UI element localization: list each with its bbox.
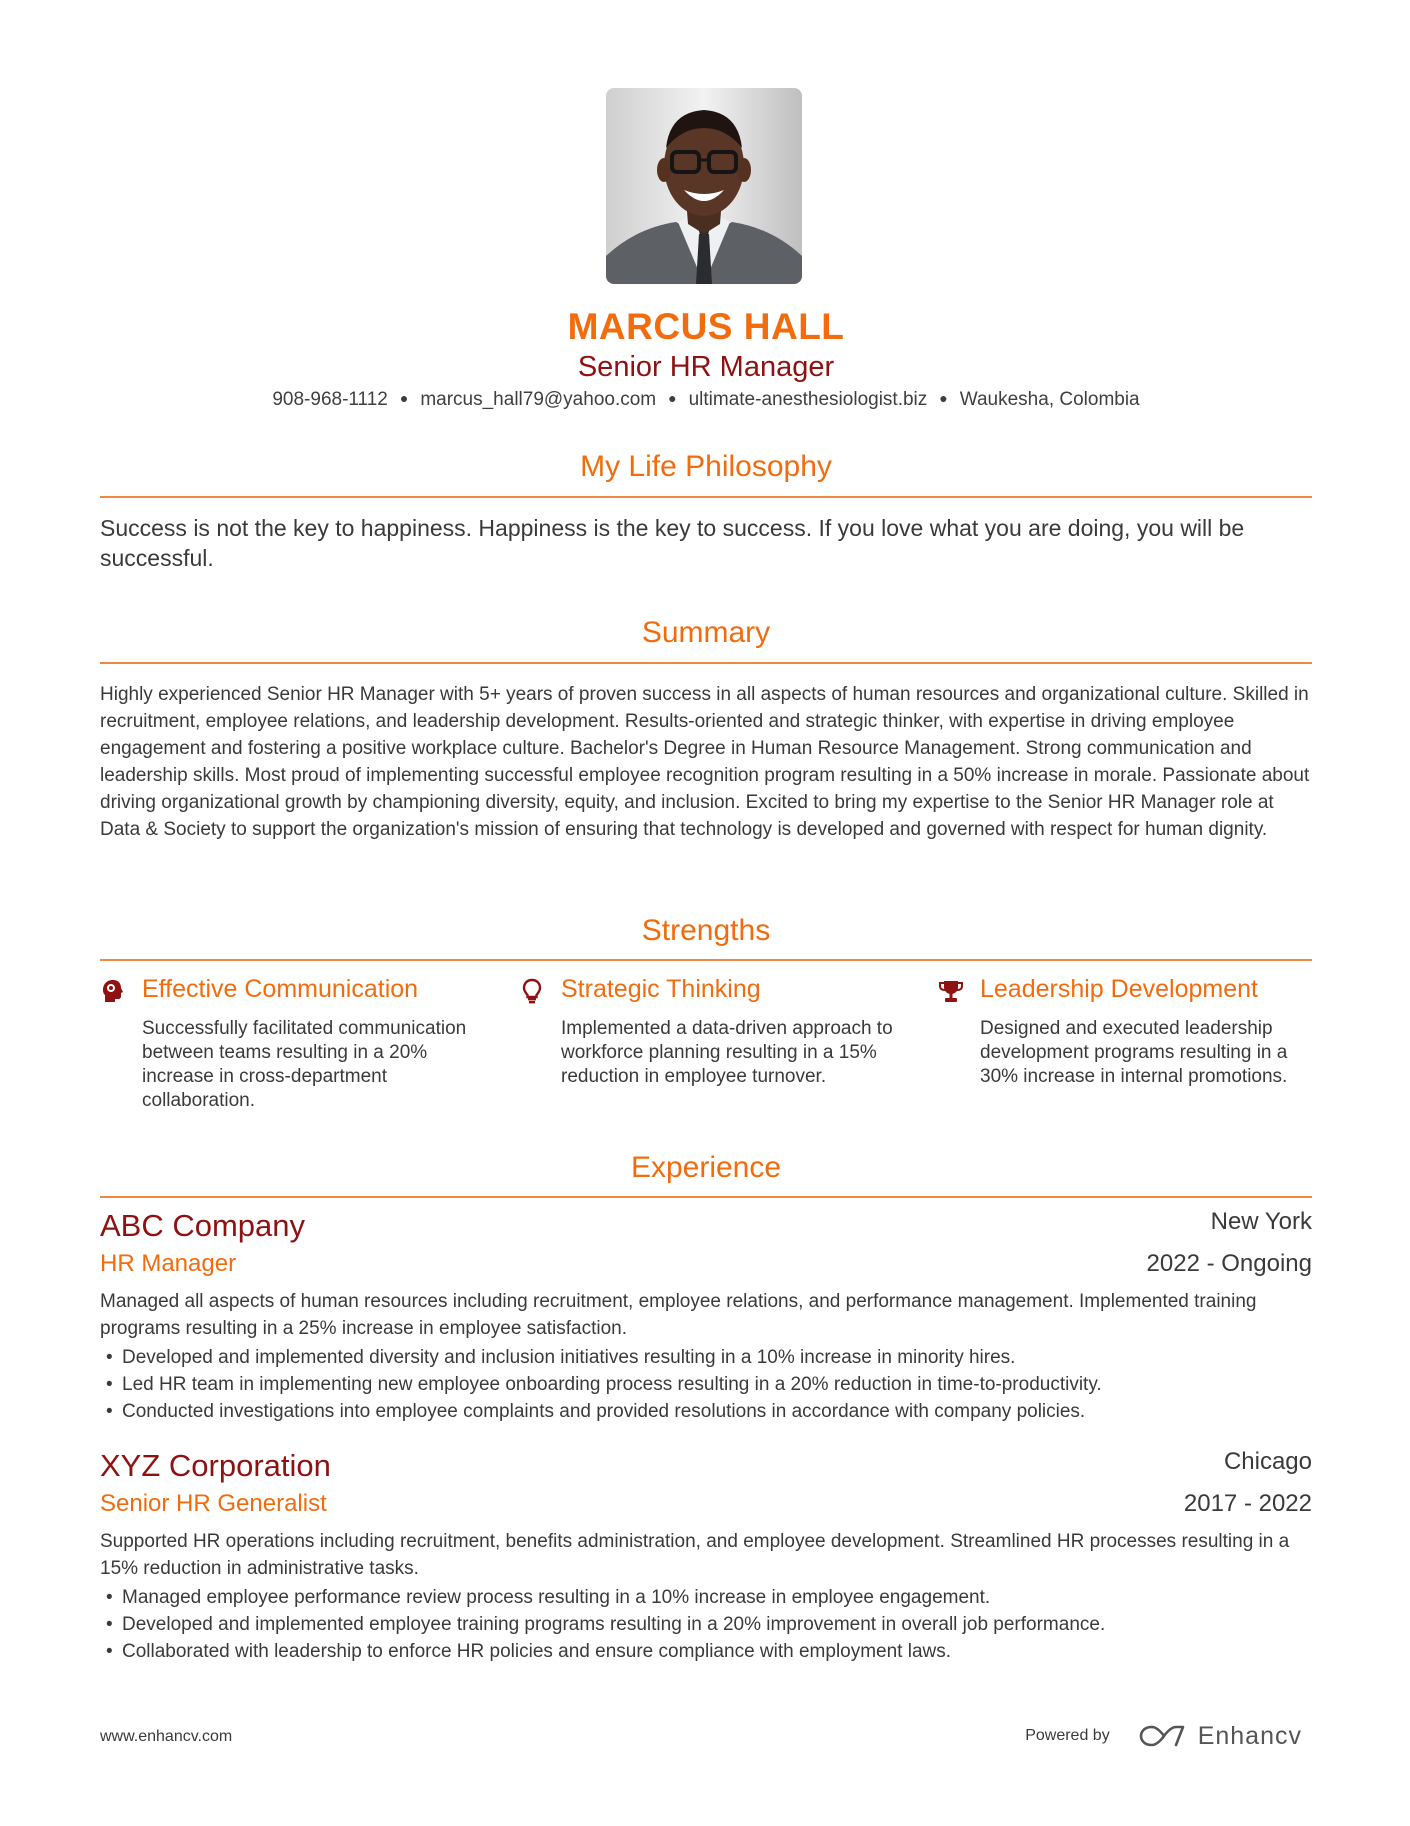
powered-by-label: Powered by (1025, 1727, 1110, 1744)
list-item: • Developed and implemented diversity and inclusion initiatives resulting in a 10% increase in minority hires. (100, 1344, 1312, 1371)
company-name: XYZ Corporation (100, 1448, 331, 1483)
strength-title: Strategic Thinking (561, 975, 761, 1003)
job-period: 2017 - 2022 (1183, 1490, 1312, 1517)
head-icon (100, 978, 126, 1004)
summary-text: Highly experienced Senior HR Manager with 5+ years of proven success in all aspects of human resources and organizational culture. Skilled in recruitment, employee relations, and leadership development. Results-oriented and strategic thinker, with expertise in driving employee engagement and fostering a positive workplace culture. Bachelor's Degree in Human Resource Management. Strong communication and leadership skills. Most proud of implementing successful employee recognition program resulting in a 50% increase in morale. Passionate about driving organizational growth by championing diversity, equity, and inclusion. Excited to bring my expertise to the Senior HR Manager role at Data & Society to support the organization's mission of ensuring that technology is developed and governed with respect for human dignity. (100, 684, 1310, 840)
contact-phone[interactable]: 908-968-1112 (272, 389, 388, 410)
list-item: • Conducted investigations into employee complaints and provided resolutions in accordance with company policies. (100, 1398, 1312, 1425)
section-divider (100, 496, 1312, 498)
section-divider (100, 1196, 1312, 1198)
separator-dot: ● (939, 390, 948, 406)
job-description: Managed all aspects of human resources including recruitment, employee relations, and performance management. Implemented training programs resulting in a 25% increase in employee satisfaction. (100, 1291, 1257, 1339)
section-divider (100, 662, 1312, 664)
list-item: • Managed employee performance review process resulting in a 10% increase in employee engagement. (100, 1584, 1312, 1611)
list-item: • Collaborated with leadership to enforce HR policies and ensure compliance with employment laws. (100, 1638, 1312, 1665)
job-role: HR Manager (100, 1250, 237, 1277)
list-item: • Led HR team in implementing new employee onboarding process resulting in a 20% reduction in time-to-productivity. (100, 1371, 1312, 1398)
experience-heading: Experience (630, 1151, 782, 1184)
candidate-title: Senior HR Manager (577, 351, 835, 383)
enhancv-logo-icon (1138, 1723, 1186, 1749)
company-name: ABC Company (100, 1208, 306, 1243)
summary-heading: Summary (641, 616, 771, 649)
job-location: Chicago (1223, 1448, 1312, 1475)
job-role: Senior HR Generalist (100, 1490, 327, 1517)
candidate-name: MARCUS HALL (567, 306, 845, 347)
separator-dot: ● (668, 390, 677, 406)
job-bullets (100, 1584, 1312, 1665)
footer-branding (1025, 1718, 1302, 1754)
job-location: New York (1210, 1208, 1312, 1235)
section-divider (100, 959, 1312, 961)
job-period: 2022 - Ongoing (1146, 1250, 1312, 1277)
enhancv-brand-name[interactable]: Enhancv (1197, 1721, 1302, 1750)
strength-description: Successfully facilitated communication between teams resulting in a 20% increase in cross-department collaboration. (142, 1018, 467, 1111)
contact-location: Waukesha, Colombia (959, 389, 1140, 410)
job-description: Supported HR operations including recruitment, benefits administration, and employee development. Streamlined HR processes resulting in a 15% reduction in administrative tasks. (100, 1531, 1290, 1579)
trophy-icon (938, 978, 964, 1004)
profile-photo (606, 88, 802, 284)
resume-page (100, 0, 1312, 1826)
philosophy-text: Success is not the key to happiness. Happiness is the key to success. If you love what you are doing, you will be successful. (100, 515, 1245, 571)
contact-website[interactable]: ultimate-anesthesiologist.biz (688, 389, 928, 410)
contact-email[interactable]: marcus_hall79@yahoo.com (420, 389, 657, 410)
footer-website[interactable]: www.enhancv.com (100, 1728, 233, 1745)
list-item: • Developed and implemented employee training programs resulting in a 20% improvement in overall job performance. (100, 1611, 1312, 1638)
job-bullets (100, 1344, 1312, 1425)
strength-title: Leadership Development (980, 975, 1258, 1003)
lightbulb-icon (519, 978, 545, 1004)
strength-description: Designed and executed leadership development programs resulting in a 30% increase in internal promotions. (980, 1018, 1288, 1087)
strengths-heading: Strengths (641, 914, 771, 947)
contact-line (100, 389, 1312, 411)
strength-title: Effective Communication (142, 975, 419, 1003)
avatar (606, 88, 802, 284)
separator-dot: ● (399, 390, 409, 406)
strength-description: Implemented a data-driven approach to workforce planning resulting in a 15% reduction in employee turnover. (561, 1018, 893, 1087)
philosophy-heading: My Life Philosophy (580, 450, 832, 483)
